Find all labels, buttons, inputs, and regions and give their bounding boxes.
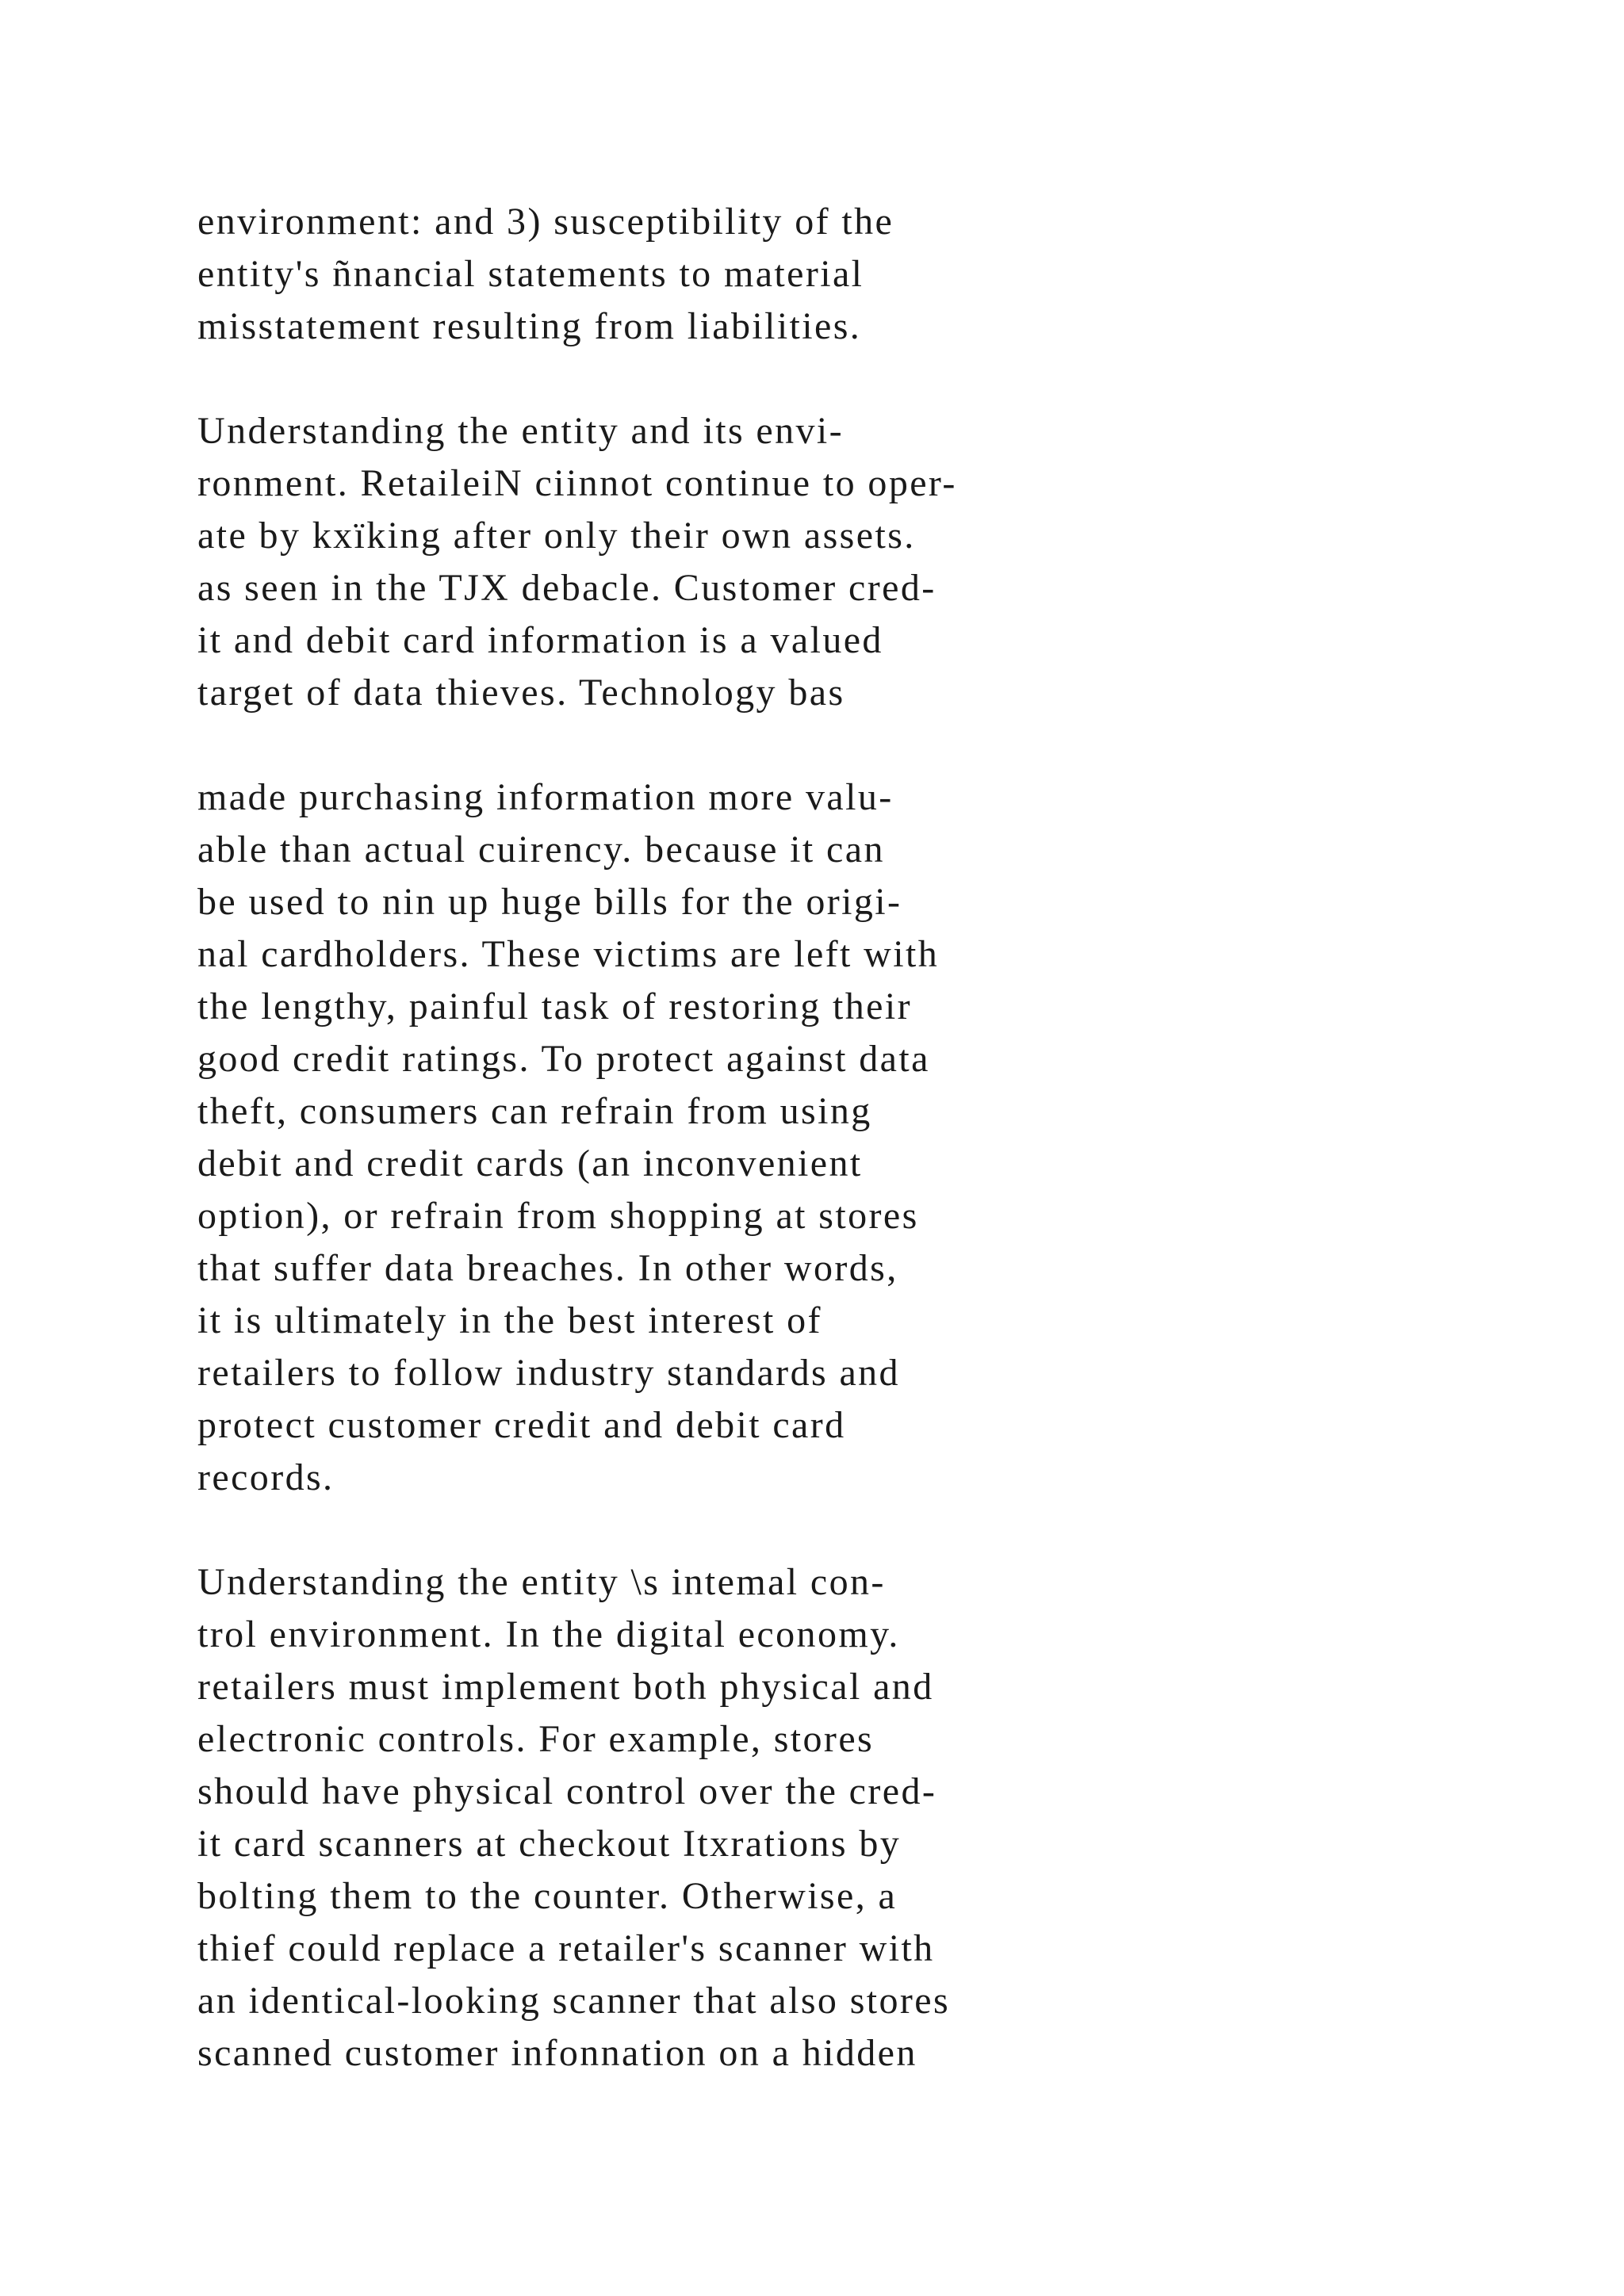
- text-line: it is ultimately in the best interest of: [197, 1299, 822, 1341]
- text-line: theft, consumers can refrain from using: [197, 1090, 872, 1132]
- paragraph: [197, 405, 1387, 719]
- text-line: good credit ratings. To protect against data: [197, 1038, 930, 1080]
- paragraph: [197, 771, 1387, 1504]
- text-line: nal cardholders. These victims are left with: [197, 933, 940, 975]
- text-line: ronment. RetaileiN ciinnot continue to oper-: [197, 462, 957, 504]
- paragraph: [197, 1556, 1387, 2080]
- text-line: electronic controls. For example, stores: [197, 1718, 875, 1760]
- text-line: as seen in the TJX debacle. Customer cred-: [197, 567, 936, 609]
- text-line: that suffer data breaches. In other words,: [197, 1247, 898, 1289]
- text-line: misstatement resulting from liabilities.: [197, 305, 862, 347]
- text-line: ate by kxïking after only their own assets.: [197, 515, 916, 557]
- text-line: made purchasing information more valu-: [197, 776, 894, 818]
- text-line: bolting them to the counter. Otherwise, a: [197, 1875, 898, 1917]
- paragraph-gap: [197, 1504, 1387, 1556]
- text-line: Understanding the entity \s intemal con-: [197, 1561, 886, 1603]
- text-line: be used to nin up huge bills for the origi-: [197, 881, 902, 923]
- text-line: environment: and 3) susceptibility of the: [197, 201, 894, 243]
- text-line: records.: [197, 1456, 335, 1498]
- text-line: option), or refrain from shopping at stores: [197, 1195, 919, 1237]
- paragraph-gap: [197, 353, 1387, 405]
- text-line: debit and credit cards (an inconvenient: [197, 1142, 863, 1184]
- document-body: [197, 196, 1387, 2080]
- text-line: trol environment. In the digital economy.: [197, 1613, 900, 1655]
- text-line: Understanding the entity and its envi-: [197, 410, 845, 452]
- text-line: retailers must implement both physical and: [197, 1666, 934, 1708]
- text-line: entity's ñnancial statements to material: [197, 253, 864, 295]
- text-line: should have physical control over the cred-: [197, 1770, 937, 1812]
- text-line: it card scanners at checkout Itxrations by: [197, 1823, 902, 1865]
- text-line: scanned customer infonnation on a hidden: [197, 2032, 917, 2074]
- text-line: thief could replace a retailer's scanner with: [197, 1927, 935, 1969]
- paragraph-gap: [197, 719, 1387, 771]
- text-line: protect customer credit and debit card: [197, 1404, 846, 1446]
- text-line: retailers to follow industry standards and: [197, 1352, 900, 1394]
- text-line: the lengthy, painful task of restoring their: [197, 985, 912, 1027]
- paragraph: [197, 196, 1387, 353]
- text-line: able than actual cuirency. because it can: [197, 828, 885, 871]
- text-line: an identical-looking scanner that also stores: [197, 1980, 951, 2022]
- text-line: target of data thieves. Technology bas: [197, 672, 845, 714]
- text-line: it and debit card information is a valued: [197, 619, 883, 661]
